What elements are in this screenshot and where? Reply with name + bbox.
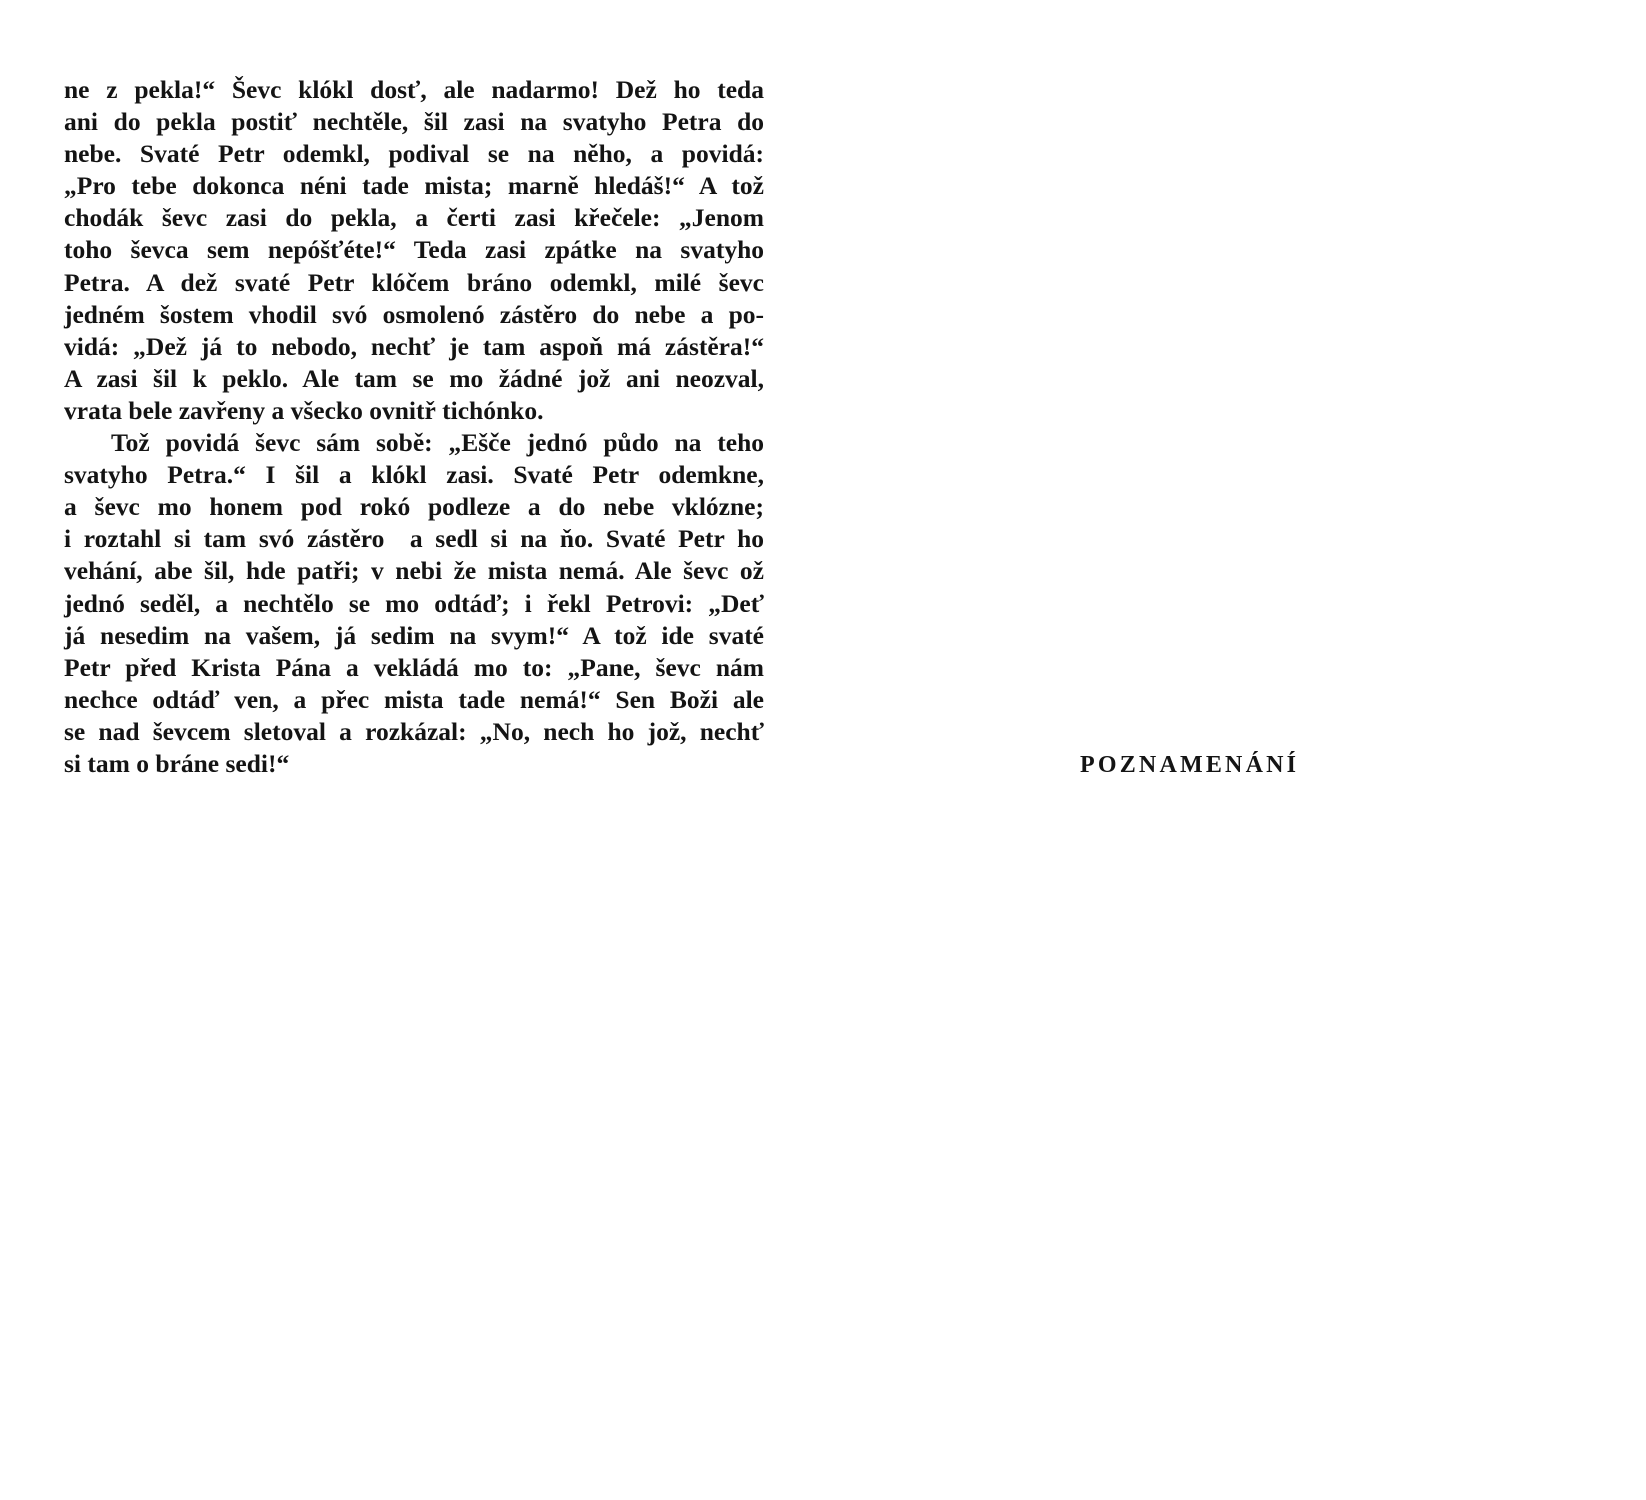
text-line: nebe. Svaté Petr odemkl, podival se na něho, a povidá: [64,139,764,169]
right-page [1080,752,1560,779]
text-line: vehání, abe šil, hde patři; v nebi že mista nemá. Ale ševc ož [64,556,764,586]
text-line: já nesedim na vašem, já sedim na svym!“ A tož ide svaté [64,620,764,650]
text-line: nechce odtáď ven, a přec mista tade nemá!“ Sen Boži ale [64,684,764,714]
text-line: ani do pekla postiť nechtěle, šil zasi na svatyho Petra do [64,107,764,137]
left-page-text-block [64,74,764,780]
text-line: vrata bele zavřeny a všecko ovnitř tichónko. [64,395,544,425]
text-line: i roztahl si tam svó zástěro a sedl si na ňo. Svaté Petr ho [64,524,764,554]
section-heading: POZNAMENÁNÍ [1080,752,1300,778]
text-line: si tam o bráne sedi!“ [64,748,290,778]
text-line: A zasi šil k peklo. Ale tam se mo žádné jož ani neozval, [64,363,764,393]
text-line: se nad ševcem sletoval a rozkázal: „No, nech ho jož, nechť [64,716,764,746]
text-line: Petra. A dež svaté Petr klóčem bráno odemkl, milé ševc [64,267,764,297]
text-line: jedném šostem vhodil svó osmolenó zástěro do nebe a po- [64,299,764,329]
text-line: „Pro tebe dokonca néni tade mista; marně hledáš!“ A tož [64,171,764,201]
text-line: Petr před Krista Pána a vekládá mo to: „Pane, ševc nám [64,652,764,682]
text-line: toho ševca sem nepóšťéte!“ Teda zasi zpátke na svatyho [64,235,764,265]
text-line: Tož povidá ševc sám sobě: „Ešče jednó půdo na teho [64,428,764,458]
text-line: vidá: „Dež já to nebodo, nechť je tam aspoň má zástěra!“ [64,331,764,361]
text-line: svatyho Petra.“ I šil a klókl zasi. Svaté Petr odemkne, [64,460,764,490]
text-line: ne z pekla!“ Ševc klókl dosť, ale nadarmo! Dež ho teda [64,75,764,104]
text-line: a ševc mo honem pod rokó podleze a do nebe vklózne; [64,492,764,522]
text-line: jednó seděl, a nechtělo se mo odtáď; i řekl Petrovi: „Deť [64,588,764,618]
text-line: chodák ševc zasi do pekla, a čerti zasi křečele: „Jenom [64,203,764,233]
